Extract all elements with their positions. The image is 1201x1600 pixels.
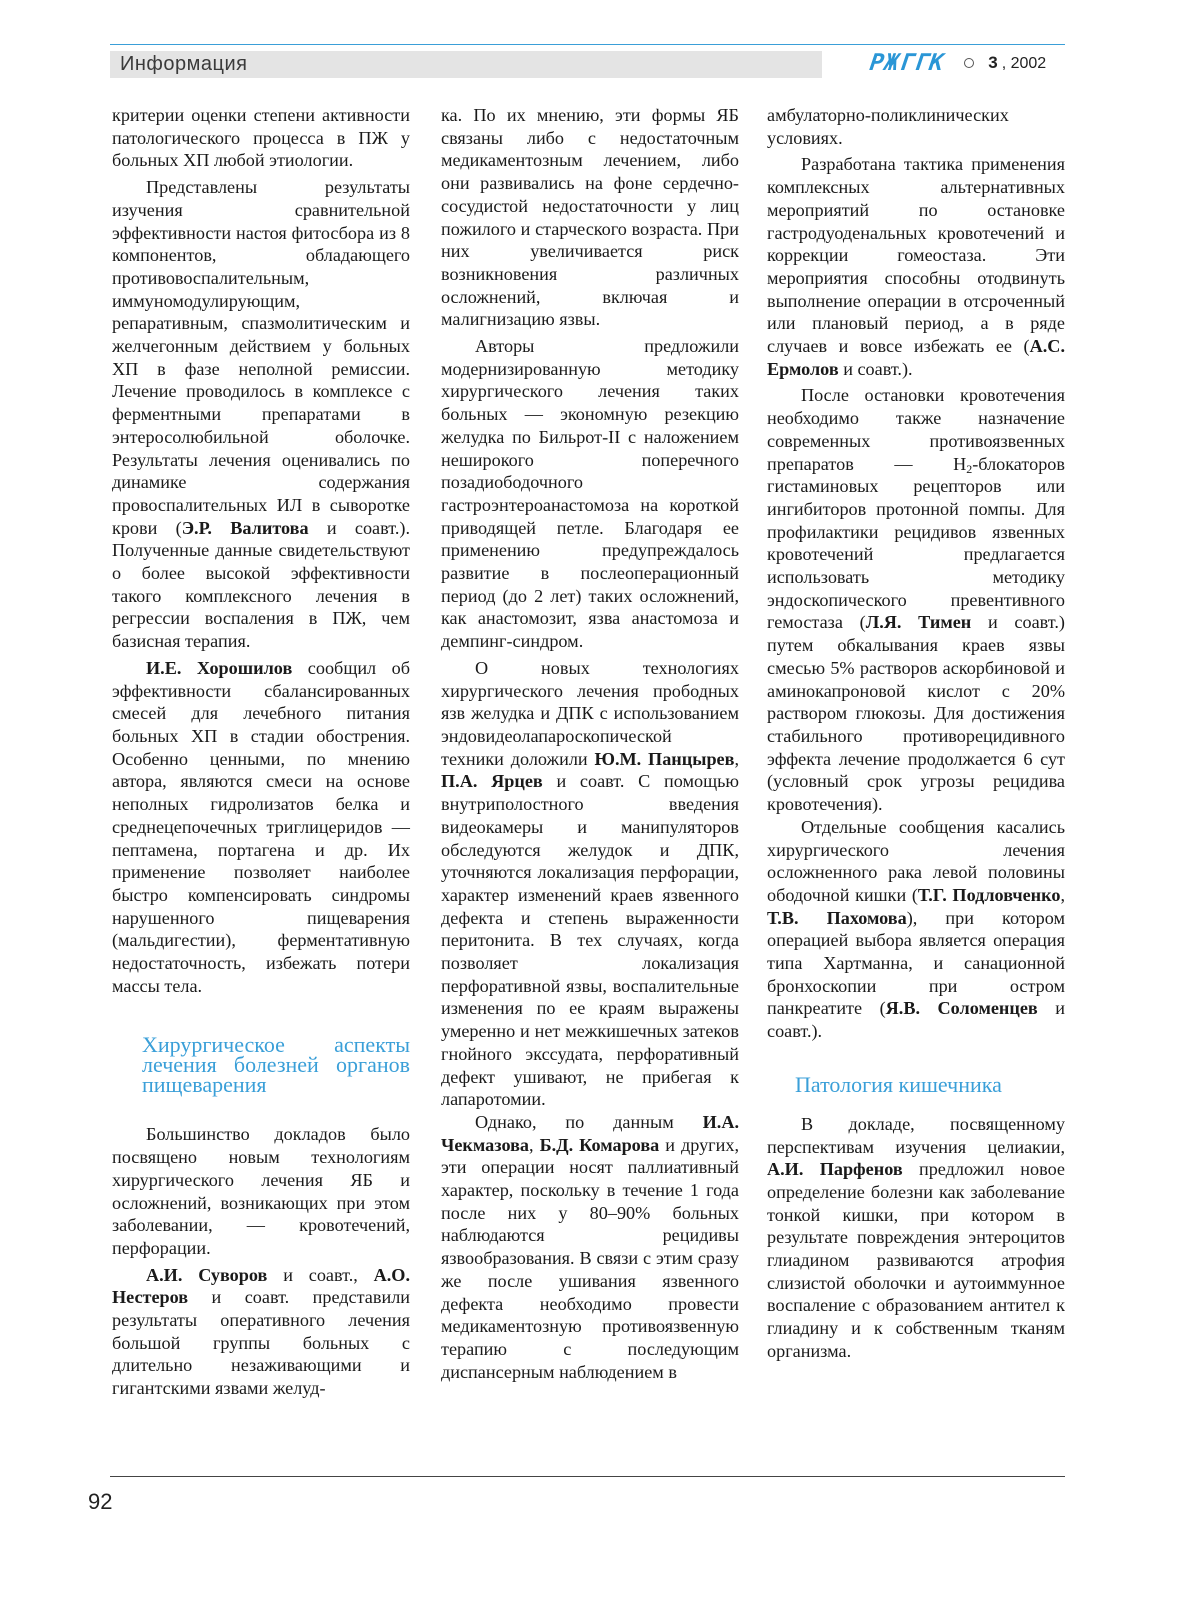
paragraph-text: ), при котором операцией выбора является операция типа Хартманна, и санационной бронхоскопии при остром панкреатите ( <box>767 907 1065 1019</box>
paragraph-text: Однако, по данным <box>475 1111 703 1132</box>
bullet-circle-icon <box>964 58 974 68</box>
paragraph-text: Представлены результаты изучения сравнительной эффективности настоя фитосбора из 8 компонентов, обладающего противовоспалительным, иммуномодулирующим, репаративным, спазмолитическим и желчегонным действием у больных ХП в фазе неполной ремиссии. Лечение проводилось в комплексе с ферментными препаратами в энтеросолюбильной оболочке. Результаты лечения оценивались по динамике содержания провоспалительных ИЛ в сыворотке крови ( <box>112 177 410 538</box>
paragraph-text: После остановки кровотечения необходимо также назначение современных противоязвенных препаратов — H <box>767 385 1065 474</box>
paragraph-text: и соавт. представили результаты оперативного лечения большой группы больных с длительно незаживающими и гигантскими язвами желуд- <box>112 1287 410 1399</box>
paragraph-text: Отдельные сообщения касались хирургического лечения осложненного рака левой половины ободочной кишки ( <box>767 816 1065 905</box>
separator: , <box>529 1134 540 1155</box>
paragraph-text: Разработана тактика применения комплексных альтернативных мероприятий по остановке гастродуоденальных кровотечений и коррекции гомеостаза. Эти мероприятия способны отодвинуть выполнение операции в отсроченный или плановый период, а в ряде случаев и вовсе избежать ее ( <box>767 154 1065 357</box>
paragraph <box>112 1264 410 1400</box>
section-title: Информация <box>120 53 248 75</box>
paragraph-text: и соавт.). Полученные данные свидетельствуют о более высокой эффективности такого комплексного лечения в регрессии воспаления в ПЖ, чем базисная терапия. <box>112 517 410 652</box>
paragraph-text: предложил новое определение болезни как заболевание тонкой кишки, при котором в результате повреждения энтероцитов глиадином развиваются атрофия слизистой оболочки и аутоиммунное воспаление с образованием антител к глиадину и к собственным тканям организма. <box>767 1159 1065 1361</box>
paragraph <box>441 1111 739 1383</box>
issue-year: 2002 <box>1010 55 1047 72</box>
paragraph-text: и соавт.) путем обкалывания краев язвы смесью 5% растворов аскорбиновой и аминокапроновой кислот с 20% раствором глюкозы. Для достижения стабильного противорецидивного эффекта лечение продолжается 6 сут (условный срок угрозы рецидива кровотечения). <box>767 612 1065 815</box>
text-column-3 <box>767 104 1065 1363</box>
paragraph <box>767 1113 1065 1363</box>
paragraph: ка. По их мнению, эти формы ЯБ связаны либо с недостаточным медикаментозным лечением, либо они развивались на фоне сердечно-сосудистой недостаточности у лиц пожилого и старческого возраста. При них увеличивается риск возникновения различных осложнений, включая и малигнизацию язвы. <box>441 105 739 330</box>
author-name: Я.В. Соломенцев <box>885 998 1038 1019</box>
section-heading: Хирургическое аспекты лечения болезней органов пищеварения <box>142 1032 410 1098</box>
footer-rule <box>110 1476 1065 1477</box>
paragraph <box>441 657 739 1111</box>
section-header-bar <box>110 51 822 78</box>
text-column-2 <box>441 104 739 1383</box>
paragraph-text: и соавт. С помощью внутриполостного введения видеокамеры и манипуляторов обследуются желудок и ДПК, уточняются локализация перфорации, характер изменений краев язвенного дефекта и степень выраженности перитонита. В тех случаях, когда позволяет локализация перфоративной язвы, воспалительные изменения по ее краям выражены умеренно и нет межкишечных затеков гнойного экссудата, перфоративный дефект ушивают, не прибегая к лапаротомии. <box>441 771 739 1110</box>
paragraph-text: и соавт.). <box>838 358 913 379</box>
paragraph-text: и других, эти операции носят паллиативный характер, поскольку в течение 1 года после них у 80–90% больных наблюдаются рецидивы язвообразования. В связи с этим сразу же после ушивания язвенного дефекта необходимо провести медикаментозную противоязвенную терапию с последующим диспансерным наблюдением в <box>441 1134 739 1382</box>
paragraph-text: -блокаторов гистаминовых рецепторов или ингибиторов протонной помпы. Для профилактики рецидивов язвенных кровотечений предлагается использовать методику эндоскопического превентивного гемостаза ( <box>767 453 1065 633</box>
page-number: 92 <box>88 1489 113 1514</box>
paragraph: Большинство докладов было посвящено новым технологиям хирургического лечения ЯБ и осложнений, возникающих при этом заболевании, — кровотечений, перфорации. <box>112 1124 410 1258</box>
header-rule <box>110 44 1065 45</box>
author-name: Л.Я. Тимен <box>865 612 972 633</box>
author-name: А.И. Суворов <box>146 1264 268 1285</box>
text-column-1 <box>112 104 410 1400</box>
paragraph-text: сообщил об эффективности сбалансированных смесей для лечебного питания больных ХП в стадии обострения. Особенно ценными, по мнению автора, являются смеси на основе неполных гидролизатов белка и среднецепочечных триглицеридов — пептамена, портагена и др. Их применение позволяет наиболее быстро компенсировать синдромы нарушенного пищеварения (мальдигестии), ферментативную недостаточность, избежать потери массы тела. <box>112 657 410 996</box>
author-name: И.А. Чекмазова <box>441 1111 739 1155</box>
issue-info: 3 , 2002 <box>988 53 1047 72</box>
journal-header <box>870 48 1046 78</box>
paragraph-text: В докладе, посвященному перспективам изучения целиакии, <box>767 1113 1065 1157</box>
paragraph <box>112 176 410 653</box>
separator: , <box>734 748 739 769</box>
paragraph-text: и соавт., <box>267 1264 374 1285</box>
author-name: П.А. Ярцев <box>441 771 543 792</box>
author-name: Б.Д. Комарова <box>539 1134 660 1155</box>
paragraph: амбулаторно-поликлинических условиях. <box>767 105 1009 148</box>
paragraph: критерии оценки степени активности патологического процесса в ПЖ у больных ХП любой этиологии. <box>112 105 410 171</box>
author-name: Ю.М. Панцырев <box>594 748 735 769</box>
paragraph <box>767 816 1065 1043</box>
paragraph: Авторы предложили модернизированную методику хирургического лечения таких больных — экономную резекцию желудка по Бильрот-II с наложением неширокого поперечного позадиободочного гастроэнтероанастомоза на короткой приводящей петле. Благодаря ее применению предупреждалось развитие в послеоперационный период (до 2 лет) таких осложнений, как анастомозит, язва анастомоза и демпинг-синдром. <box>441 336 739 652</box>
paragraph <box>767 153 1065 380</box>
author-name: Т.Г. Подловченко <box>917 884 1061 905</box>
author-name: И.Е. Хорошилов <box>146 657 293 678</box>
separator: , <box>1060 884 1066 905</box>
author-name: А.С. Ермолов <box>767 336 1065 379</box>
paragraph-text: О новых технологиях хирургического лечения прободных язв желудка и ДПК с использованием эндовидеолапароскопической техники доложили <box>441 657 739 769</box>
author-name: Э.Р. Валитова <box>181 517 309 538</box>
author-name: Т.В. Пахомова <box>767 907 907 928</box>
journal-logo: РЖГГК <box>868 50 947 76</box>
author-name: А.И. Парфенов <box>767 1159 903 1180</box>
subscript: 2 <box>966 461 973 476</box>
section-heading: Патология кишечника <box>795 1071 1002 1097</box>
paragraph <box>767 384 1065 815</box>
paragraph <box>112 657 410 998</box>
paragraph-text: и соавт.). <box>767 998 1066 1042</box>
issue-number: 3 <box>988 53 998 72</box>
author-name: А.О. Нестеров <box>112 1264 410 1308</box>
